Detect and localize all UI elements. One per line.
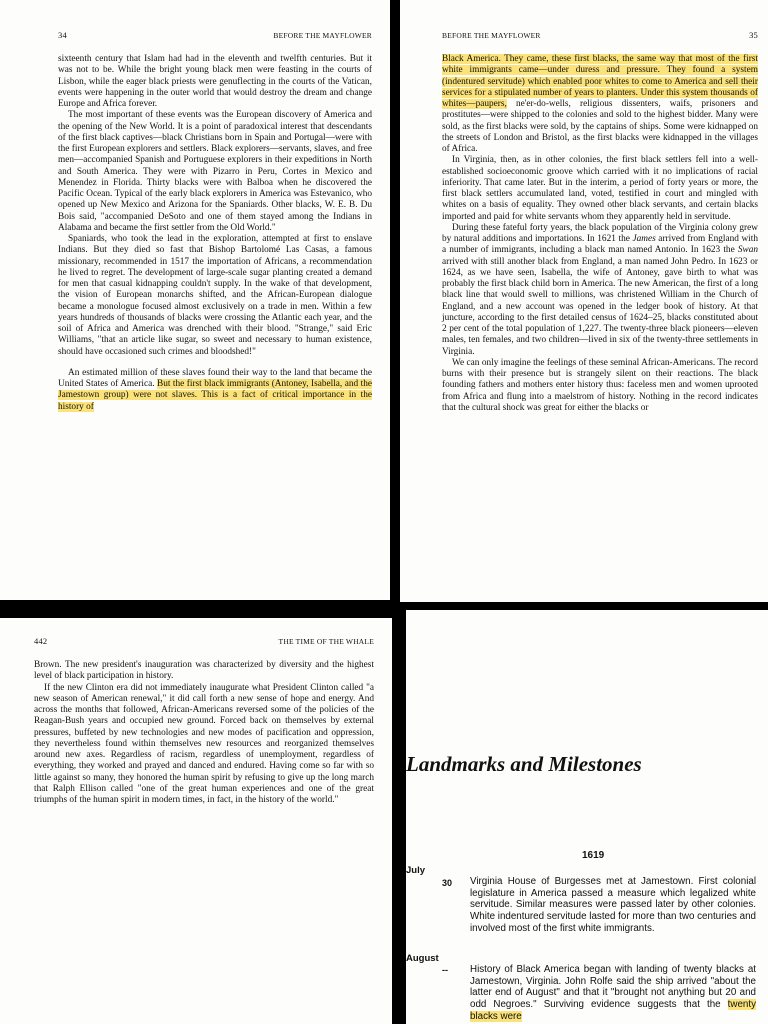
paragraph-text: arrived with still another black from England, a man named John Pedro. In 1623 or 1624, as we have seen, Isabella, the wife of Antoney, gave birth to what was probably the first black child born in America. The new American, the first of a long black line that would swell to millions, was christened William in the Church of England, and a new account was opened in the ledger book of history. At that juncture, according to the first detailed census of 1624–25, blacks constituted about 2 per cent of the total population of 1,227. The twenty-three black pioneers—eleven males, ten females, and two children—lived in six of the twenty-three settlements in Virginia.: [442, 256, 758, 357]
paragraph: sixteenth century that Islam had had in the eleventh and twelfth centuries. But it was not to be. While the bright young black men were feasting in the courts of Lisbon, while the eager black priests were genuflecting in the courts of the Vatican, events were happening in the outer world that would destroy the dream and change Europe and Africa forever.: [58, 54, 372, 109]
paragraph-text: ne'er-do-wells, religious dissenters, waifs, prisoners and prostitutes—were shipped to the colonies and sold to the highest bidder. Many were sold, as the first blacks were sold, by the captains of ships. Some were kidnapped on the streets of London and Bristol, as the first blacks were kidnapped in the villages of Africa.: [442, 99, 758, 154]
page-442: [0, 618, 392, 1024]
paragraph: Spaniards, who took the lead in the exploration, attempted at first to enslave Indians. But they died so fast that Bishop Bartolomé Las Casas, a famous missionary, recommended in 1517 the importation of Africans, a recommendation he lived to regret. The development of large-scale sugar planting created a demand for men that casual kidnapping couldn't supply. In the wake of that development, the vision of European monarchs shifted, and the African-European dialogue became a monologue focused almost exclusively on a trade in men. Within a few years hundreds of thousands of blacks were crossing the Atlantic each year, and the soil of Africa and America was drenched with their blood. "Strange," said Eric Williams, "that an article like sugar, so sweet and necessary to human existence, should have occasioned such crimes and bloodshed!": [58, 234, 372, 357]
running-header: [442, 30, 758, 40]
page-number: 442: [34, 636, 48, 646]
page-34: [0, 0, 390, 600]
paragraph: [442, 54, 758, 155]
entry-text: History of Black America began with landing of twenty blacks at Jamestown, Virginia. John Rolfe said the ship arrived "about the latter end of August" and that it "brought not anything but 20 and odd Negroes." Surviving evidence suggests that the: [470, 964, 756, 1011]
paragraph-text: arrived from England with a number of immigrants, including a black man named Antonio. In 1623 the: [442, 234, 758, 256]
header-title: THE TIME OF THE WHALE: [278, 637, 374, 646]
timeline-entry: [470, 964, 756, 1023]
paragraph: We can only imagine the feelings of these seminal African-Americans. The record burns with their presence but is strangely silent on their reactions. The black founding fathers and mothers enter history thus: faceless men and women uprooted from Africa and flung into a maelstrom of history. Nothing in the record indicates that the cultural shock was great for either the blacks or: [442, 357, 758, 413]
running-header: [34, 636, 374, 646]
paragraph: The most important of these events was the European discovery of America and the opening of the New World. It is a point of paradoxical interest that descendants of the first black captives—black Christians born in Spain and Portugal—were with the first European explorers and settlers. Black explorers—servants, slaves, and free men—accompanied Spanish and Portuguese explorers in their expeditions in North and South America. They were with Pizarro in Peru, Cortes in Mexico and Menendez in Florida. Thirty blacks were with Balboa when he discovered the Pacific Ocean. Typical of the early black explorers in America was Estevanico, who opened up New Mexico and Arizona for the Spaniards. Other blacks, W. E. B. Du Bois said, "accompanied DeSoto and one of them stayed among the Indians in Alabama and became the first settler from the Old World.": [58, 110, 372, 233]
highlighted-text: twenty blacks were: [470, 999, 756, 1022]
paragraph-text: An estimated million of these slaves found their way to the land that became the United States of America.: [58, 367, 372, 389]
year-heading: 1619: [582, 850, 605, 861]
month-label: August: [406, 953, 439, 964]
highlighted-text: But the first black immigrants (Antoney, Isabella, and the Jamestown group) were not slaves. This is a fact of critical importance in the history of: [58, 379, 372, 412]
paragraph: Brown. The new president's inauguration was characterized by diversity and the highest level of black participation in history.: [34, 660, 374, 682]
month-label: July: [406, 865, 426, 876]
landmarks-page: [406, 610, 768, 1024]
page-body: [58, 54, 372, 413]
ship-name: Swan: [737, 245, 758, 256]
paragraph: If the new Clinton era did not immediately inaugurate what President Clinton called "a new season of American renewal," it did call forth a new sense of hope and energy. And across the months that followed, African-Americans reversed some of the policies of the Reagan-Bush years and occupied new ground. Forced back on themselves by external pressures, buffeted by new technologies and new modes of pacification and oppression, they nevertheless found within themselves new resources and reorganized themselves around new axes. Regardless of racism, regardless of unemployment, regardless of everything, they worked and prayed and danced and endured. Having come so far with so little against so many, they honored the human spirit by refusing to give up the long march that Ralph Ellison called "one of the great human experiences and one of the great triumphs of the human spirit in modern times, in fact, in the history of the world.": [34, 682, 374, 805]
chapter-title: Landmarks and Milestones: [406, 752, 642, 776]
running-header: [58, 30, 372, 40]
page-number: 35: [749, 30, 758, 40]
paragraph: In Virginia, then, as in other colonies, the first black settlers fell into a well-established socioeconomic groove which carried with it no implications of racial inferiority. That came later. But in the interim, a period of forty years or more, the first black settlers accumulated land, voted, testified in court and mingled with whites on a basis of equality. They owned other black servants, and certain blacks imported and paid for white servants whom they apparently held in servitude.: [442, 155, 758, 222]
page-body: [442, 54, 758, 414]
page-35: [400, 0, 768, 602]
header-title: BEFORE THE MAYFLOWER: [442, 31, 541, 40]
timeline-entry: Virginia House of Burgesses met at Jamestown. First colonial legislature in America passed a measure which legalized white servitude. Similar measures were passed later by other colonies. White indentured servitude lasted for more than two centuries and involved most of the first white immigrants.: [470, 876, 756, 934]
highlighted-text: Black America. They came, these first blacks, the same way that most of the first white immigrants came—under duress and pressure. They found a system (indentured servitude) which enabled poor whites to come to America and sell their services for a stipulated number of years to planters. Under this system thousands of whites—paupers,: [442, 54, 758, 109]
paragraph-text: During these fateful forty years, the black population of the Virginia colony grew by natural additions and importations. In 1621 the: [442, 222, 758, 244]
paragraph: [58, 368, 372, 413]
page-body: [34, 660, 374, 806]
paragraph: [442, 223, 758, 358]
header-title: BEFORE THE MAYFLOWER: [273, 31, 372, 40]
page-number: 34: [58, 30, 67, 40]
ship-name: James: [632, 234, 656, 244]
day-label: 30: [442, 878, 453, 888]
day-label: --: [442, 965, 448, 975]
